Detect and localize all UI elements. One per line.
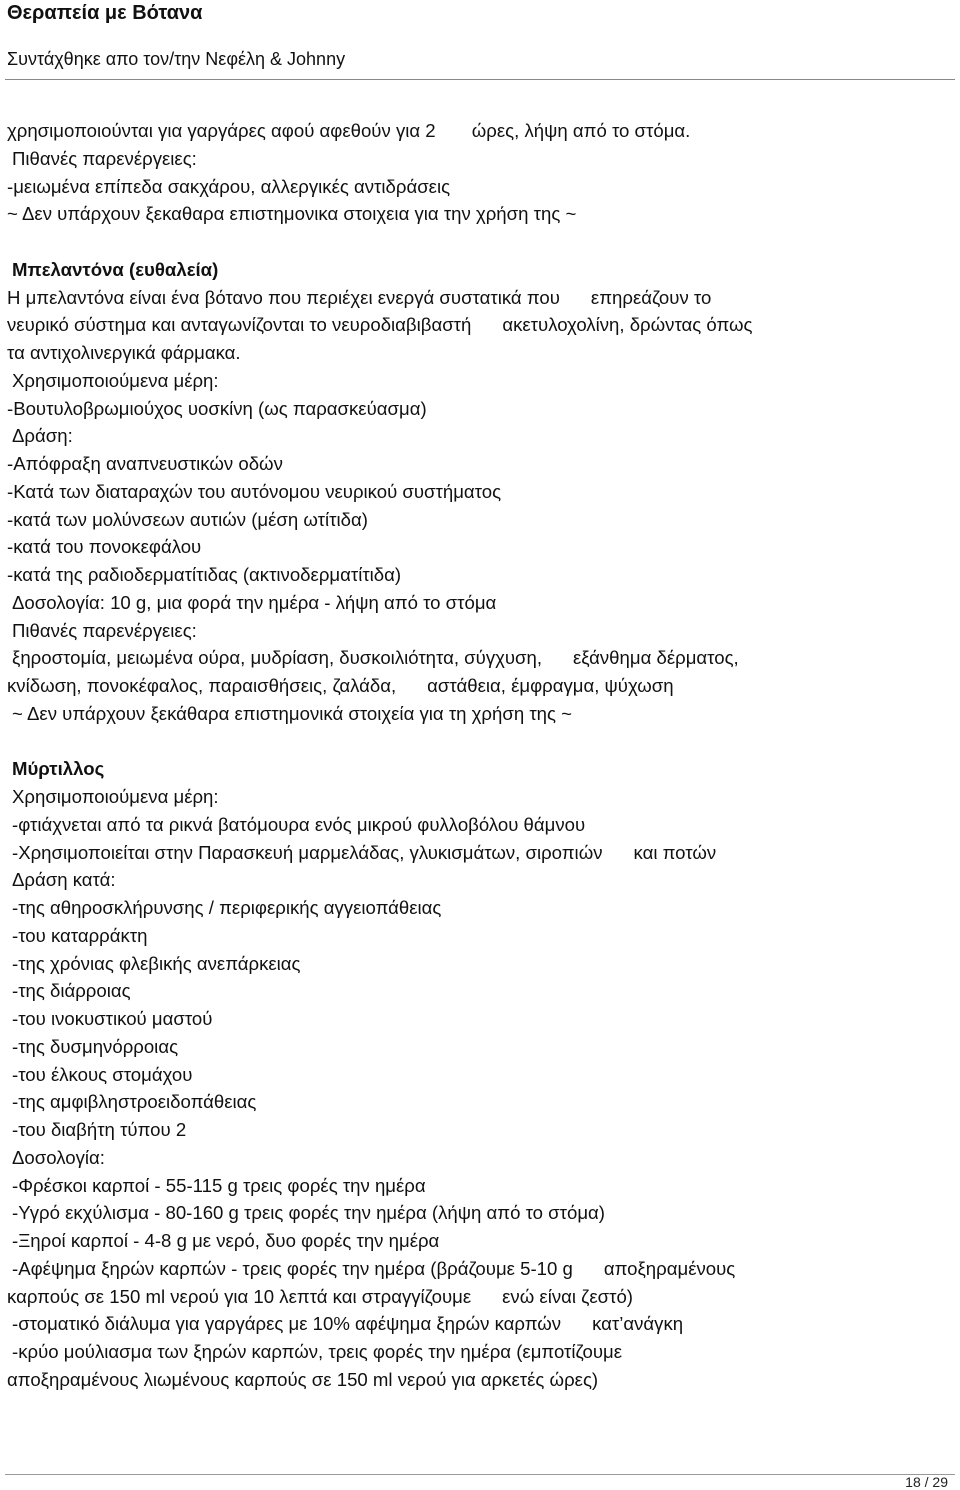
text-line: ~ Δεν υπάρχουν ξεκαθαρα επιστημονικα στοιχεια για την χρήση της ~ <box>7 203 577 225</box>
text-line: -Βουτυλοβρωμιούχος υοσκίνη (ως παρασκεύασμα) <box>7 397 427 419</box>
text-line: -της δυσμηνόρροιας <box>12 1035 179 1057</box>
text-line: Δοσολογία: 10 g, μια φορά την ημέρα - λήψη από το στόμα <box>12 591 497 613</box>
text-line: Δοσολογία: <box>12 1146 105 1168</box>
spacer <box>0 228 960 256</box>
footer-divider <box>5 1474 955 1475</box>
text-line: αποξηραμένους λιωμένους καρπούς σε 150 ml νερού για αρκετές ώρες) <box>7 1368 599 1390</box>
page-indicator: 18 / 29 <box>905 1474 948 1490</box>
page-subtitle: Συντάχθηκε απο τον/την Νεφέλη & Johnny <box>7 49 346 69</box>
section-heading-belladonna: Μπελαντόνα (ευθαλεία) <box>12 258 219 280</box>
text-line: -κατά των μολύνσεων αυτιών (μέση ωτίτιδα) <box>7 508 368 530</box>
text-line: νευρικό σύστημα και ανταγωνίζονται το νευροδιαβιβαστή ακετυλοχολίνη, δρώντας όπως <box>7 314 753 336</box>
text-line: Η μπελαντόνα είναι ένα βότανο που περιέχει ενεργά συστατικά που επηρεάζουν το <box>7 286 712 308</box>
text-line: Χρησιμοποιούμενα μέρη: <box>12 369 219 391</box>
text-line: -του ινοκυστικού μαστού <box>12 1008 213 1029</box>
text-line: -της αθηροσκλήρυνσης / περιφερικής αγγειοπάθειας <box>12 897 442 918</box>
text-line: Δράση: <box>12 425 73 447</box>
document-body <box>0 117 960 1394</box>
text-line: -του έλκους στομάχου <box>12 1063 193 1085</box>
text-line: τα αντιχολινεργικά φάρμακα. <box>7 342 241 363</box>
text-line: κνίδωση, πονοκέφαλος, παραισθήσεις, ζαλάδα, αστάθεια, έμφραγμα, ψύχωση <box>7 675 674 696</box>
text-line: -κατά του πονοκεφάλου <box>7 536 202 558</box>
section-heading-bilberry: Μύρτιλλος <box>12 758 105 780</box>
header-divider <box>5 79 955 80</box>
text-line: -του καταρράκτη <box>12 924 148 946</box>
text-line: -Υγρό εκχύλισμα - 80-160 g τρεις φορές την ημέρα (λήψη από το στόμα) <box>12 1202 605 1224</box>
text-line: -κατά της ραδιοδερματίτιδας (ακτινοδερματίτιδα) <box>7 564 402 585</box>
text-line: -μειωμένα επίπεδα σακχάρου, αλλεργικές αντιδράσεις <box>7 175 451 197</box>
text-line: -κρύο μούλιασμα των ξηρών καρπών, τρεις φορές την ημέρα (εμποτίζουμε <box>12 1341 622 1362</box>
text-line: -της χρόνιας φλεβικής ανεπάρκειας <box>12 952 301 974</box>
text-line: -Απόφραξη αναπνευστικών οδών <box>7 453 283 474</box>
text-line: -Αφέψημα ξηρών καρπών - τρεις φορές την ημέρα (βράζουμε 5-10 g αποξηραμένους <box>12 1257 736 1279</box>
page-title: Θεραπεία με Βότανα <box>7 2 203 24</box>
text-line: Δράση κατά: <box>12 869 116 891</box>
text-line: καρπούς σε 150 ml νερού για 10 λεπτά και στραγγίζουμε ενώ είναι ζεστό) <box>7 1285 634 1307</box>
text-line: -της αμφιβληστροειδοπάθειας <box>12 1091 257 1113</box>
text-line: Χρησιμοποιούμενα μέρη: <box>12 786 219 807</box>
text-line: -της διάρροιας <box>12 980 131 1002</box>
text-line: -Κατά των διαταραχών του αυτόνομου νευρικού συστήματος <box>7 480 502 502</box>
text-line: -Χρησιμοποιείται στην Παρασκευή μαρμελάδας, γλυκισμάτων, σιροπιών και ποτών <box>12 841 717 863</box>
spacer <box>0 728 960 756</box>
text-line: ~ Δεν υπάρχουν ξεκάθαρα επιστημονικά στοιχεία για τη χρήση της ~ <box>12 702 573 724</box>
text-line: -Φρέσκοι καρποί - 55-115 g τρεις φορές την ημέρα <box>12 1174 426 1196</box>
text-line: -του διαβήτη τύπου 2 <box>12 1119 187 1140</box>
text-line: -Ξηροί καρποί - 4-8 g με νερό, δυο φορές την ημέρα <box>12 1230 440 1251</box>
text-line: Πιθανές παρενέργειες: <box>12 147 197 169</box>
text-line: ξηροστομία, μειωμένα ούρα, μυδρίαση, δυσκοιλιότητα, σύγχυση, εξάνθημα δέρματος, <box>12 647 739 669</box>
text-line: -στοματικό διάλυμα για γαργάρες με 10% αφέψημα ξηρών καρπών κατ’ανάγκη <box>12 1313 684 1335</box>
text-line: Πιθανές παρενέργειες: <box>12 619 197 641</box>
text-line: -φτιάχνεται από τα ρικνά βατόμουρα ενός μικρού φυλλοβόλου θάμνου <box>12 813 586 835</box>
text-line: χρησιμοποιούνται για γαργάρες αφού αφεθούν για 2 ώρες, λήψη από το στόμα. <box>7 120 691 141</box>
